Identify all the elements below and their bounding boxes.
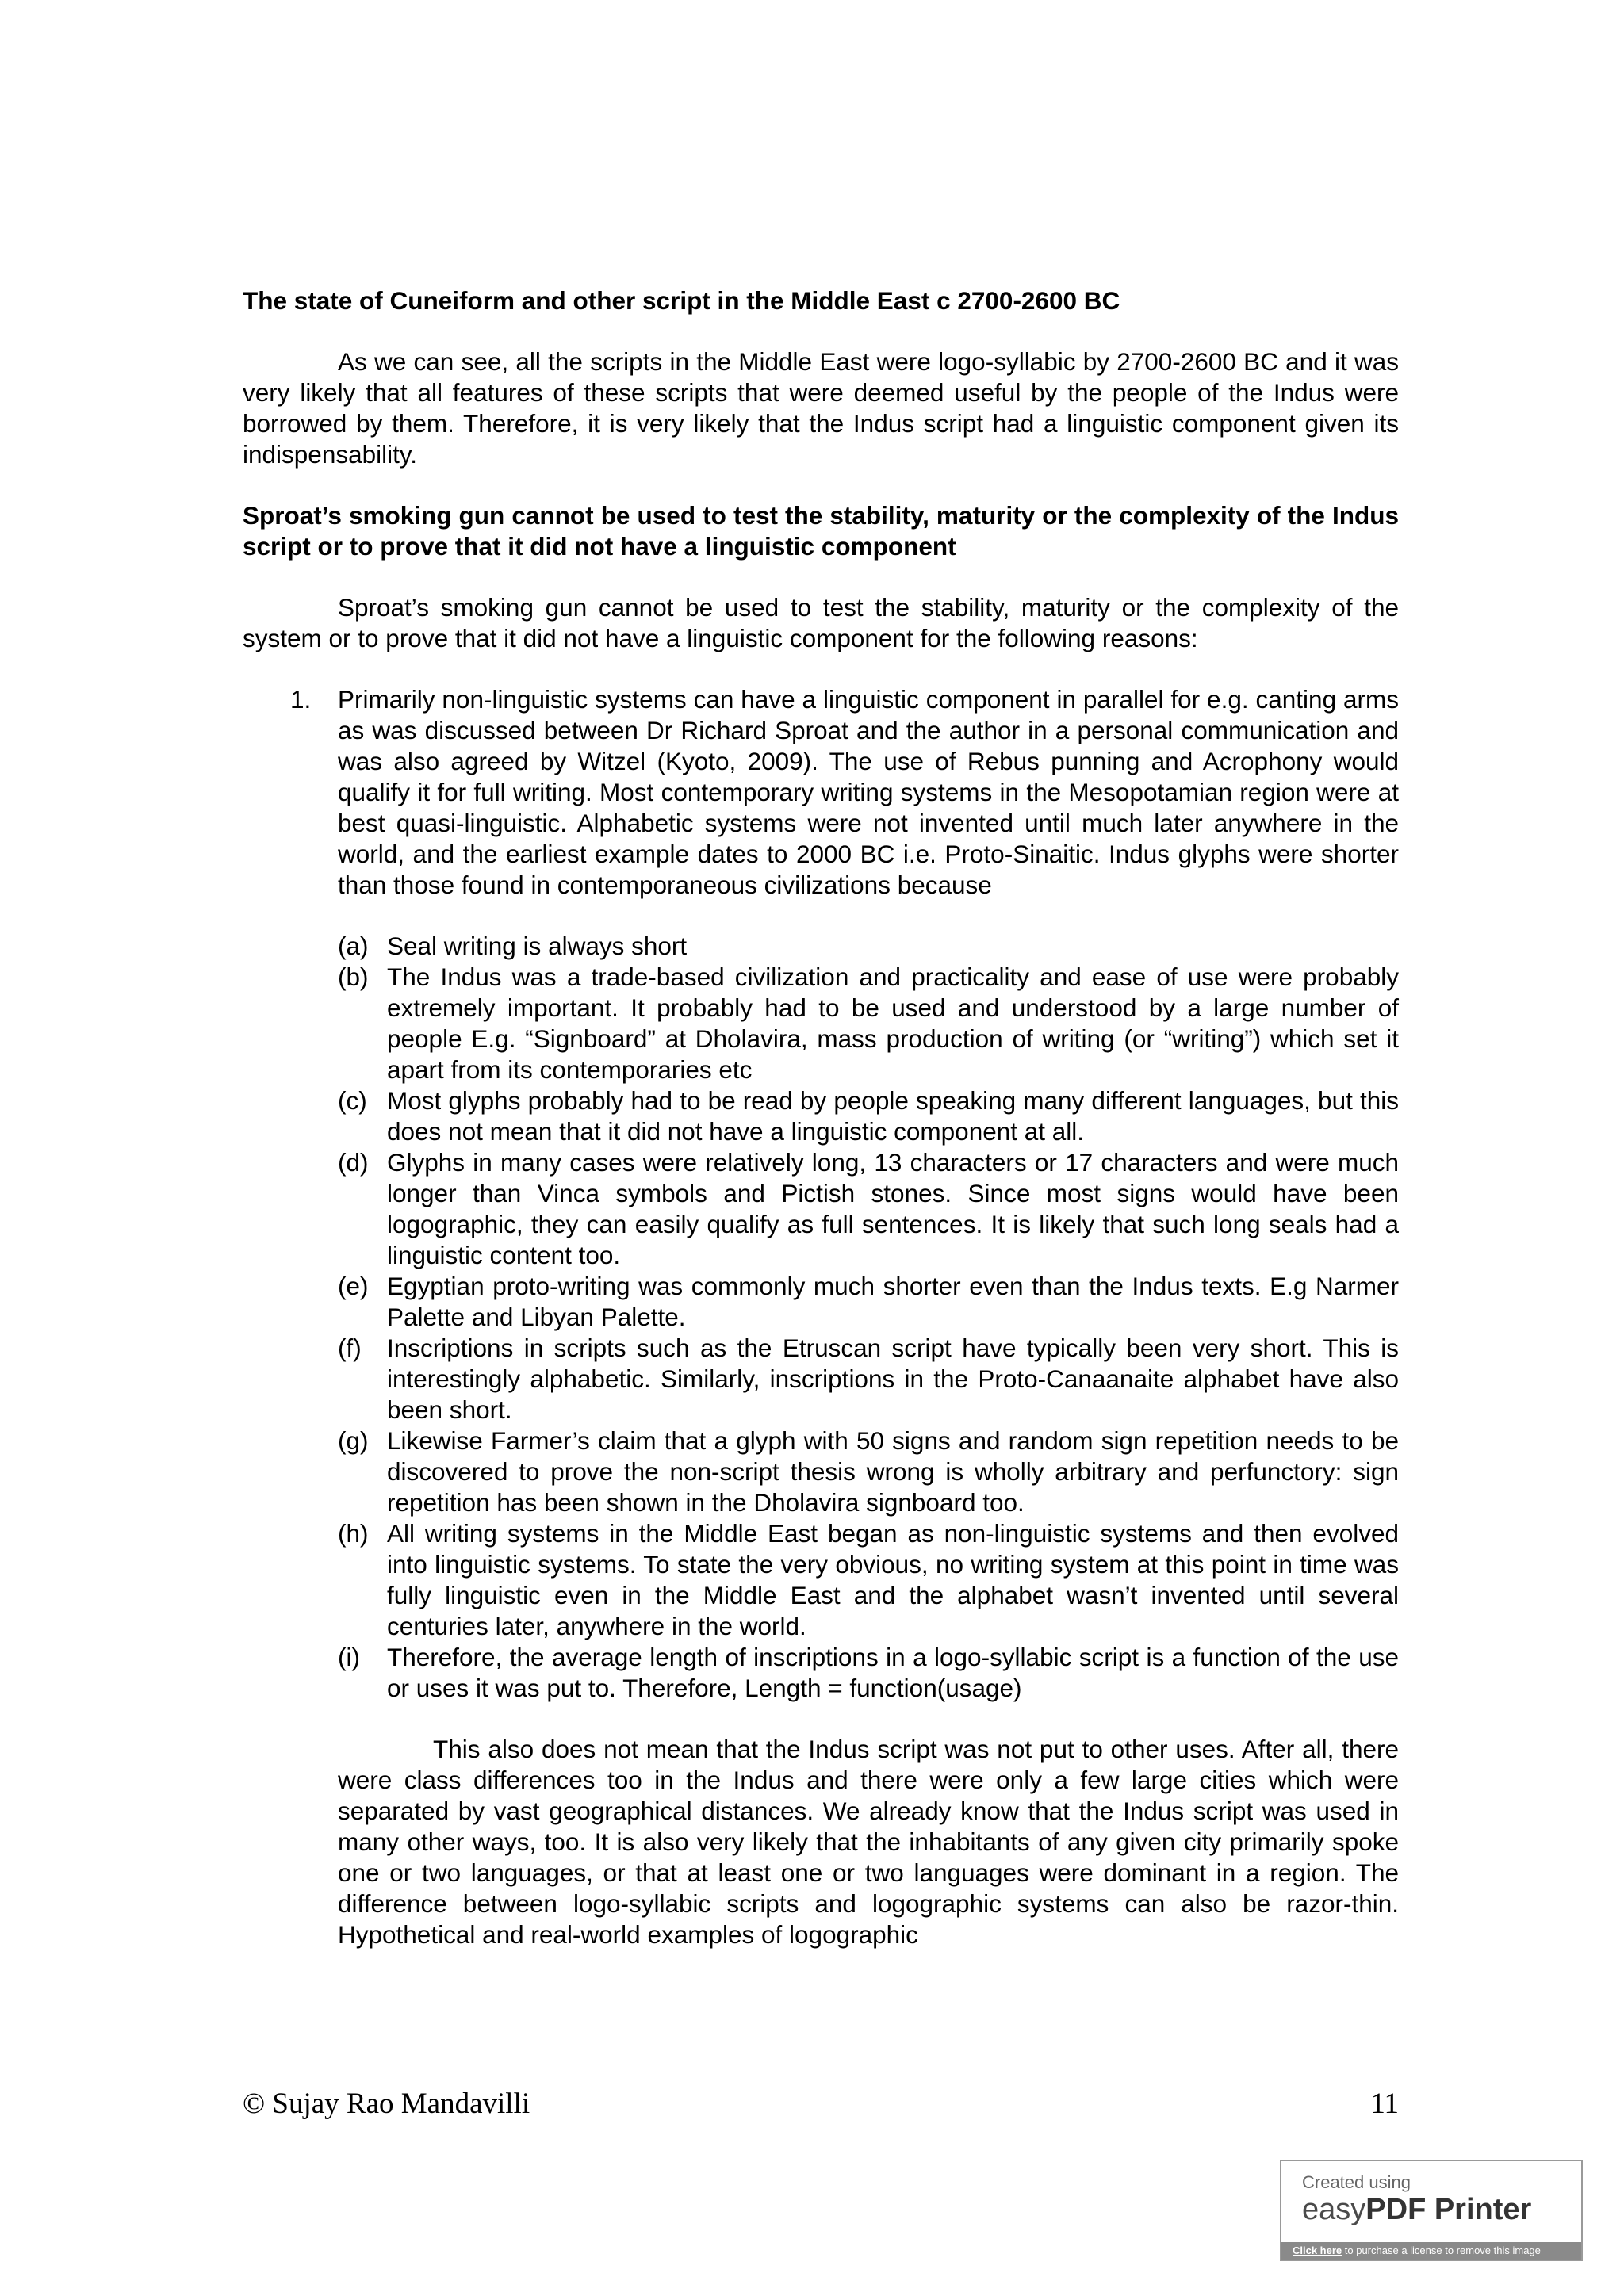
list-item [338,1518,1399,1642]
continuation-block [243,1734,1399,1950]
list-item-label: (d) [338,1148,369,1177]
list-item-text: Therefore, the average length of inscriptions in a logo-syllabic script is a function of the use or uses it was put to. Therefore, Length = function(usage) [387,1643,1399,1702]
copyright-notice: © Sujay Rao Mandavilli [243,2087,530,2120]
list-item-text: Inscriptions in scripts such as the Etruscan script have typically been very short. This is interestingly alphabetic. Similarly, inscriptions in the Proto-Canaanaite alphabet have also been short. [387,1334,1399,1424]
item-number: 1. [290,685,312,714]
list-item [338,962,1399,1085]
list-item [338,1147,1399,1271]
list-item [338,1271,1399,1333]
watermark-brand: easyPDF Printer [1302,2193,1532,2226]
list-item-text: All writing systems in the Middle East began as non-linguistic systems and then evolved into linguistic systems. To state the very obvious, no writing system at this point in time was fully linguistic even in the Middle East and the alphabet wasn’t invented until several centuries later, anywhere in the world. [387,1519,1399,1640]
watermark-license-bar: Click here to purchase a license to remove this image [1281,2242,1581,2260]
list-item [338,1425,1399,1518]
list-item-label: (h) [338,1519,369,1548]
list-item [338,1642,1399,1704]
click-here-link[interactable]: Click here [1293,2244,1342,2256]
numbered-item-1 [243,684,1399,901]
page-content [243,285,1399,1950]
section-heading-cuneiform: The state of Cuneiform and other script in the Middle East c 2700-2600 BC [243,286,1120,315]
easypdf-watermark-badge[interactable] [1280,2160,1583,2261]
list-item-label: (f) [338,1334,362,1362]
paragraph-reasons-intro: Sproat’s smoking gun cannot be used to test the stability, maturity or the complexity of the system or to prove that it did not have a linguistic component for the following reasons: [243,593,1399,652]
list-item [338,1085,1399,1147]
sub-list [243,931,1399,1704]
list-item [338,1333,1399,1425]
page-number: 11 [1370,2087,1399,2120]
list-item-text: Seal writing is always short [387,932,688,960]
section-heading-smoking-gun: Sproat’s smoking gun cannot be used to test the stability, maturity or the complexity of the Indus script or to prove that it did not have a linguistic component [243,501,1399,561]
watermark-created-using: Created using [1302,2172,1411,2192]
list-item [338,931,1399,962]
list-item-label: (c) [338,1086,367,1115]
list-item-label: (b) [338,962,369,991]
paragraph-other-uses: This also does not mean that the Indus script was not put to other uses. After all, there were class differences too in the Indus and there were only a few large cities which were separated by vast geographical distances. We already know that the Indus script was used in many other ways, too. It is also very likely that the inhabitants of any given city primarily spoke one or two languages, or that at least one or two languages were dominant in a region. The difference between logo-syllabic scripts and logographic systems can also be razor-thin. Hypothetical and real-world examples of logographic [338,1735,1399,1949]
list-item-label: (a) [338,932,369,960]
list-item-label: (e) [338,1272,369,1300]
list-item-text: Egyptian proto-writing was commonly much shorter even than the Indus texts. E.g Narmer Palette and Libyan Palette. [387,1272,1399,1331]
paragraph-logo-syllabic: As we can see, all the scripts in the Middle East were logo-syllabic by 2700-2600 BC and it was very likely that all features of these scripts that were deemed useful by the people of the Indus were borrowed by them. Therefore, it is very likely that the Indus script had a linguistic component given its indispensability. [243,347,1399,469]
list-item-text: Likewise Farmer’s claim that a glyph with 50 signs and random sign repetition needs to be discovered to prove the non-script thesis wrong is wholly arbitrary and perfunctory: sign repetition has been shown in the Dholavira signboard too. [387,1426,1399,1517]
page-footer [243,2087,1399,2121]
list-item-text: Glyphs in many cases were relatively long, 13 characters or 17 characters and were much longer than Vinca symbols and Pictish stones. Since most signs would have been logographic, they can easily qualify as full sentences. It is likely that such long seals had a linguistic content too. [387,1148,1399,1269]
list-item-text: The Indus was a trade-based civilization and practicality and ease of use were probably extremely important. It probably had to be used and understood by a large number of people E.g. “Signboard” at Dholavira, mass production of writing (or “writing”) which set it apart from its contemporaries etc [387,962,1399,1084]
list-item-text: Most glyphs probably had to be read by people speaking many different languages, but this does not mean that it did not have a linguistic component at all. [387,1086,1399,1146]
list-item-label: (i) [338,1643,360,1671]
item-text: Primarily non-linguistic systems can have a linguistic component in parallel for e.g. canting arms as was discussed between Dr Richard Sproat and the author in a personal communication and was also agreed by Witzel (Kyoto, 2009). The use of Rebus punning and Acrophony would qualify it for full writing. Most contemporary writing systems in the Mesopotamian region were at best quasi-linguistic. Alphabetic systems were not invented until much later anywhere in the world, and the earliest example dates to 2000 BC i.e. Proto-Sinaitic. Indus glyphs were shorter than those found in contemporaneous civilizations because [338,685,1399,899]
list-item-label: (g) [338,1426,369,1455]
